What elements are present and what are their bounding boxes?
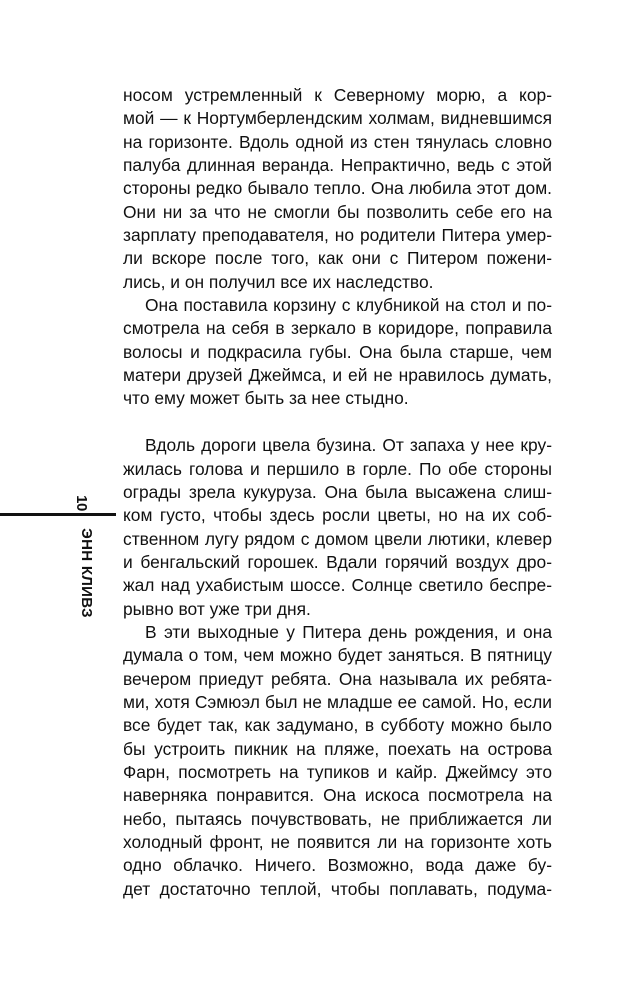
text-line: бы устроить пикник на пляже, поехать на острова [123, 738, 552, 759]
text-line: Фарн, посмотреть на тупиков и кайр. Джеймсу это [123, 761, 552, 782]
text-line: вечером приедут ребята. Она называла их ребята- [123, 668, 552, 689]
text-line: на горизонте. Вдоль одной из стен тянулась словно [123, 131, 552, 152]
text-line: зарплату преподавателя, но родители Питера умер- [123, 225, 552, 246]
text-line: Вдоль дороги цвела бузина. От запаха у нее кру- [145, 435, 552, 456]
text-line: Они ни за что не смогли бы позволить себе его на [123, 201, 552, 222]
body-text [123, 84, 552, 901]
paragraph [123, 84, 552, 294]
margin-rule [0, 513, 116, 516]
text-line: холодный фронт, не появится ли на горизонте хоть [123, 832, 552, 852]
paragraph [123, 434, 552, 621]
text-line: одно облачко. Ничего. Возможно, вода даже бу- [123, 855, 552, 876]
text-line: лись, и он получил все их наследство. [123, 271, 434, 292]
text-line: палуба длинная веранда. Непрактично, ведь с этой [123, 155, 552, 176]
paragraph [123, 294, 552, 411]
text-line: стороны редко бывало тепло. Она любила этот дом. [123, 178, 552, 199]
running-head-author: ЭНН КЛИВЗ [78, 528, 96, 618]
text-line: небо, пытаясь почувствовать, не приближается ли [123, 808, 552, 829]
text-line: смотрела на себя в зеркало в коридоре, поправила [123, 318, 552, 339]
text-line: ограды зрела кукуруза. Она была высажена слиш- [123, 481, 552, 502]
text-line: мой — к Нортумберлендским холмам, видневшимся [123, 108, 552, 129]
text-line: жилась голова и першило в горле. По обе стороны [123, 458, 552, 479]
text-line: ми, хотя Сэмюэл был не младше ее самой. Но, если [123, 691, 552, 712]
text-line: рывно вот уже три дня. [123, 598, 311, 619]
text-line: ственном лугу рядом с домом цвели лютики, клевер [123, 528, 552, 549]
text-line: матери друзей Джеймса, и ей не нравилось думать, [123, 365, 552, 386]
text-line: что ему может быть за нее стыдно. [123, 388, 409, 409]
page-number: 10 [73, 495, 91, 511]
text-line: жал над ухабистым шоссе. Солнце светило беспре- [123, 575, 552, 596]
text-line: все будет так, как задумано, в субботу можно было [123, 715, 552, 736]
text-line: В эти выходные у Питера день рождения, и она [145, 621, 552, 642]
text-line: ком густо, чтобы здесь росли цветы, но на их соб- [123, 505, 552, 526]
text-line: ли вскоре после того, как они с Питером пожени- [123, 248, 552, 269]
text-line: и бенгальский горошек. Вдали горячий воздух дро- [123, 551, 552, 572]
text-line: дет достаточно теплой, чтобы поплавать, подума- [123, 878, 552, 899]
text-line: волосы и подкрасила губы. Она была старше, чем [123, 341, 552, 362]
text-line: носом устремленный к Северному морю, а кор- [123, 85, 552, 105]
paragraph [123, 621, 552, 901]
text-line: наверняка понравится. Она искоса посмотрела на [123, 785, 552, 806]
section-break [123, 411, 552, 434]
text-line: Она поставила корзину с клубникой на стол и по- [145, 295, 552, 316]
text-line: думала о том, чем можно будет заняться. В пятницу [123, 645, 552, 666]
